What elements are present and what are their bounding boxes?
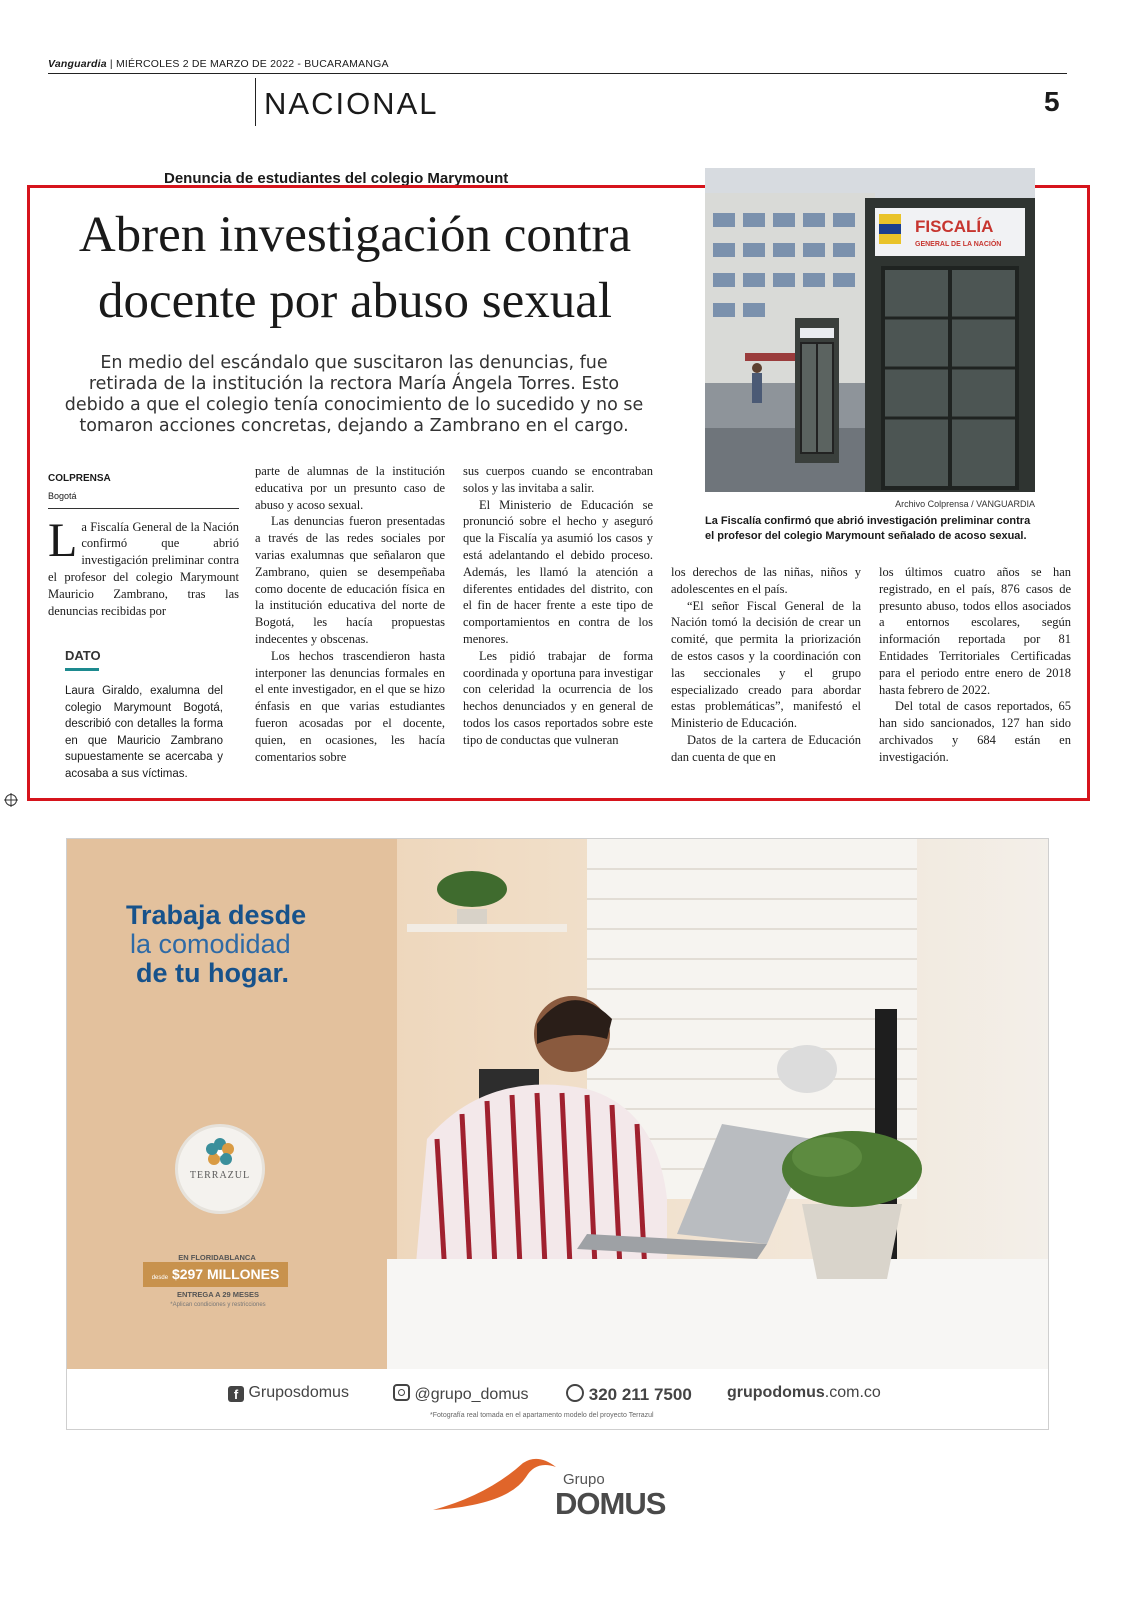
paragraph: Del total de casos reportados, 65 han sido sancionados, 127 han sido archivados y 684 están en investigación. [879, 699, 1071, 764]
price-value: $297 MILLONES [171, 1266, 280, 1282]
domus-swoosh-icon [428, 1455, 568, 1515]
paragraph: parte de alumnas de la institución educativa por un presunto caso de abuso y acoso sexual. [255, 464, 445, 512]
article-column-1 [48, 471, 239, 619]
article-column-3 [463, 463, 653, 749]
ad-contact-bar [67, 1370, 1048, 1429]
dato-rule [65, 668, 99, 671]
newspaper-brand: Vanguardia [48, 58, 107, 70]
terrazul-logo-badge [175, 1124, 265, 1214]
instagram-contact[interactable] [393, 1384, 529, 1404]
registration-mark-icon [4, 793, 18, 807]
ad-headline-2: la comodidad [130, 929, 291, 959]
price-badge [143, 1262, 288, 1287]
article-column-4 [671, 564, 861, 766]
article-column-5 [879, 564, 1071, 766]
section-divider [255, 78, 256, 126]
article-headline [40, 202, 670, 334]
masthead-separator: | [109, 58, 116, 70]
ad-headline-3: de tu hogar. [136, 958, 290, 988]
headline-line-2: docente por abuso sexual [97, 273, 613, 329]
headline-line-1: Abren investigación contra [78, 207, 632, 263]
byline: COLPRENSA [48, 473, 111, 484]
paragraph: El Ministerio de Educación se pronunció sobre el hecho y aseguró que la Fiscalía ya asumió los casos y está adelantando el debido proceso. Además, les llamó la atención a diferentes entidades del distrito, con el fin de hacer frente a este tipo de comportamientos en contra de los menores. [463, 497, 653, 646]
section-name: NACIONAL [264, 86, 439, 121]
instagram-icon [393, 1384, 410, 1401]
ad-headline-1: Trabaja desde [126, 900, 307, 930]
whatsapp-icon [566, 1384, 584, 1402]
website-link[interactable] [727, 1384, 881, 1402]
paragraph: Les pidió trabajar de forma coordinada y oportuna para investigar con celeridad la ocurrencia de los hechos denunciados y en general de todos los casos reportados sobre este tipo de conductas que vulneran [463, 648, 653, 747]
fiscalia-sign-sub: GENERAL DE LA NACIÓN [915, 241, 1002, 248]
photo-caption: La Fiscalía confirmó que abrió investigación preliminar contra el profesor del colegio Marymount señalado de acoso sexual. [705, 515, 1031, 542]
website-tld: .com.co [824, 1384, 881, 1401]
logo-domus-text: DOMUS [555, 1486, 666, 1521]
paragraph: Los hechos trascendieron hasta interponer las denuncias formales en el ente investigador, en el que se hizo énfasis en que varias estudiantes fueron acosadas por el docente, quien, en ocasiones, les hacía comentarios sobre [255, 648, 445, 764]
article-column-2 [255, 463, 445, 765]
dato-text: Laura Giraldo, exalumna del colegio Marymount Bogotá, describió con detalles la forma en que Mauricio Zambrano supuestamente se acercaba y acosaba a sus víctimas. [65, 685, 223, 780]
article-photo [705, 168, 1035, 492]
paragraph: los derechos de las niñas, niños y adolescentes en el país. [671, 565, 861, 596]
photo-note: *Fotografía real tomada en el apartamento modelo del proyecto Terrazul [430, 1412, 654, 1419]
article-lede: En medio del escándalo que suscitaron las denuncias, fue retirada de la institución la rectora María Ángela Torres. Esto debido a que el colegio tenía conocimiento de lo sucedido y no se tomaron acciones concretas, dejando a Zambrano en el cargo. [64, 353, 644, 436]
date-line: MIÉRCOLES 2 DE MARZO DE 2022 - BUCARAMANGA [115, 58, 389, 70]
instagram-handle: @grupo_domus [414, 1386, 529, 1403]
price-prefix: desde [151, 1275, 169, 1281]
page-number: 5 [1044, 86, 1060, 117]
header-rule [48, 73, 1067, 74]
phone-contact[interactable] [566, 1384, 692, 1405]
paragraph: “El señor Fiscal General de la Nación tomó la decisión de crear un comité, que permita la priorización de estos casos y la coordinación con las seccionales y el grupo especializado creado para abordar estas problemáticas”, manifestó el Ministerio de Educación. [671, 598, 861, 731]
article-kicker: Denuncia de estudiantes del colegio Marymount [164, 170, 509, 187]
conditions-note: *Aplican condiciones y restricciones [170, 1302, 266, 1308]
logo-grupo-text: Grupo [563, 1471, 605, 1488]
terrazul-name: TERRAZUL [189, 1170, 251, 1181]
masthead [48, 58, 389, 70]
website-domain: grupodomus [727, 1384, 825, 1401]
paragraph: Las denuncias fueron presentadas a través de las redes sociales por varias exalumnas que señalaron que Zambrano, quien se desempeñaba como docente de educación física en la institución educativa del norte de Bogotá, les hacía propuestas indecentes y obscenas. [255, 514, 445, 646]
paragraph: Datos de la cartera de Educación dan cuenta de que en [671, 732, 861, 764]
location-line: EN FLORIDABLANCA [178, 1253, 256, 1262]
photo-credit: Archivo Colprensa / VANGUARDIA [895, 499, 1035, 509]
facebook-handle: Gruposdomus [248, 1384, 349, 1401]
facebook-icon: f [228, 1386, 244, 1402]
paragraph: los últimos cuatro años se han registrado, en el país, 876 casos de presunto abuso, todos ellos asociados a entornos escolares, según información reportada por 81 Entidades Territoriales Certificadas para el periodo entre enero de 2018 hasta febrero de 2022. [879, 565, 1071, 697]
byline-rule [48, 508, 239, 509]
fiscalia-sign-title: FISCALÍA [915, 217, 994, 236]
paragraph: sus cuerpos cuando se encontraban solos y las invitaba a salir. [463, 464, 653, 495]
delivery-line: ENTREGA A 29 MESES [176, 1290, 260, 1299]
drop-cap: L [48, 513, 78, 567]
dato-label: DATO [65, 648, 101, 663]
facebook-contact[interactable] [228, 1384, 349, 1402]
paragraph: La Fiscalía General de la Nación confirmó que abrió investigación preliminar contra el profesor del colegio Marymount Mauricio Zambrano, tras las denuncias recibidas por [48, 513, 239, 618]
fiscalia-building-photo [705, 168, 1035, 492]
dateline: Bogotá [48, 490, 77, 501]
phone-number: 320 211 7500 [588, 1385, 692, 1404]
